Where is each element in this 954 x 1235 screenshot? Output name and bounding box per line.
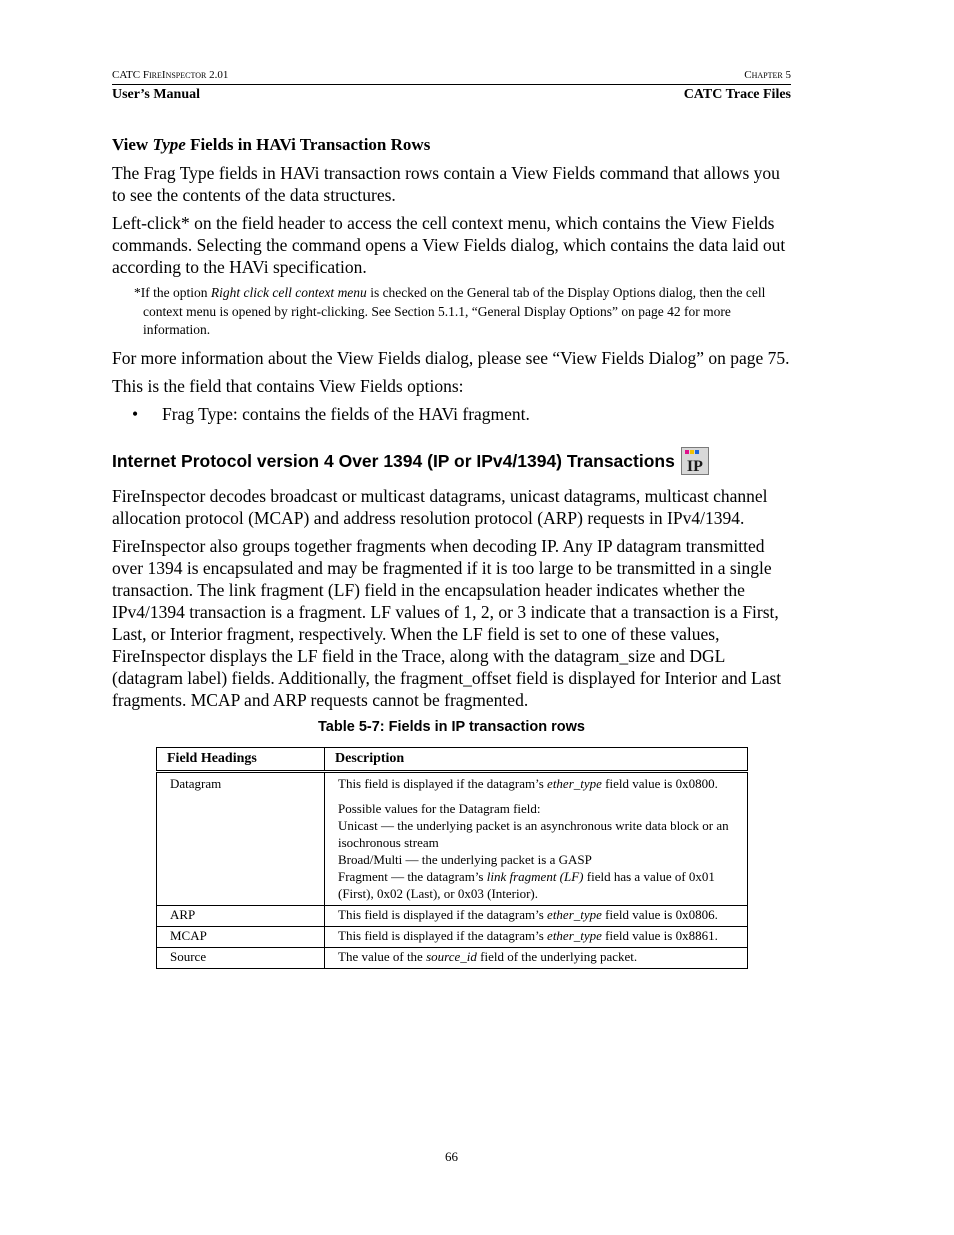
paragraph: This is the field that contains View Fields options: xyxy=(112,375,464,396)
column-header: Description xyxy=(325,747,748,771)
field-description: This field is displayed if the datagram’s ether_type field value is 0x0800. Possible values for the Datagram field: Unicast — the underlying packet is an asynchronous write data block or an isochronous stream Broad/Multi — the underlying packet is a GASP Fragment — the datagram’s link fragment (LF) field has a value of 0x01 (First), 0x02 (Last), or 0x03 (Interior). xyxy=(325,771,748,905)
header-rule xyxy=(112,84,791,85)
paragraph: For more information about the View Fields dialog, please see “View Fields Dialog” on page 75. xyxy=(112,347,790,368)
paragraph: FireInspector decodes broadcast or multicast datagrams, unicast datagrams, multicast channel allocation protocol (MCAP) and address resolution protocol (ARP) requests in IPv4/1394. xyxy=(112,485,768,528)
fields-table xyxy=(156,747,748,969)
field-name: MCAP xyxy=(157,926,325,947)
paragraph: Left-click* on the field header to access the cell context menu, which contains the View Fields commands. Selecting the command opens a View Fields dialog, which contains the data laid out according to the HAVi specification. xyxy=(112,213,786,277)
column-header: Field Headings xyxy=(157,747,325,771)
header-manual: User’s Manual xyxy=(112,87,201,102)
table-caption: Table 5-7: Fields in IP transaction rows xyxy=(318,718,585,735)
header-product: CATC FireInspector 2.01 xyxy=(112,69,229,81)
field-description: The value of the source_id field of the underlying packet. xyxy=(325,947,748,968)
field-description: This field is displayed if the datagram’s ether_type field value is 0x0806. xyxy=(325,905,748,926)
table-row xyxy=(157,905,748,926)
table-row xyxy=(157,947,748,968)
table-header-row xyxy=(157,747,748,771)
subsection-title: View Type Fields in HAVi Transaction Rows xyxy=(112,135,431,154)
field-name: Datagram xyxy=(157,771,325,905)
paragraph: The Frag Type fields in HAVi transaction rows contain a View Fields command that allows you to see the contents of the data structures. xyxy=(112,163,780,205)
footnote: *If the option Right click cell context menu is checked on the General tab of the Display Options dialog, then the cell context menu is opened by right-clicking. See Section 5.1.1, “General Display Options” on page 42 for more information. xyxy=(134,285,766,337)
bullet-list xyxy=(112,403,791,425)
section-title: Internet Protocol version 4 Over 1394 (IP or IPv4/1394) Transactions IP xyxy=(112,447,791,475)
header-section: CATC Trace Files xyxy=(683,87,791,102)
ip-protocol-icon: IP xyxy=(681,447,709,475)
table-row xyxy=(157,771,748,905)
field-name: Source xyxy=(157,947,325,968)
field-name: ARP xyxy=(157,905,325,926)
page-number: 66 xyxy=(445,1149,458,1164)
page-body xyxy=(112,134,791,969)
list-item: • Frag Type: contains the fields of the HAVi fragment. xyxy=(132,403,530,424)
field-description: This field is displayed if the datagram’s ether_type field value is 0x8861. xyxy=(325,926,748,947)
header-chapter: Chapter 5 xyxy=(744,69,791,81)
bullet-icon: • xyxy=(132,403,139,424)
table-row xyxy=(157,926,748,947)
paragraph: FireInspector also groups together fragments when decoding IP. Any IP datagram transmitted over 1394 is encapsulated and may be fragmented if it is too large to be transmitted in a single transaction. The link fragment (LF) field in the encapsulation header indicates whether the IPv4/1394 transaction is a fragment. LF values of 1, 2, or 3 indicate that a transaction is a First, Last, or Interior fragment, respectively. When the LF field is set to one of these values, FireInspector displays the LF field in the Trace, along with the datagram_size and DGL (datagram label) fields. Additionally, the fragment_offset field is displayed for Interior and Last fragments. MCAP and ARP requests cannot be fragmented. xyxy=(112,535,782,710)
